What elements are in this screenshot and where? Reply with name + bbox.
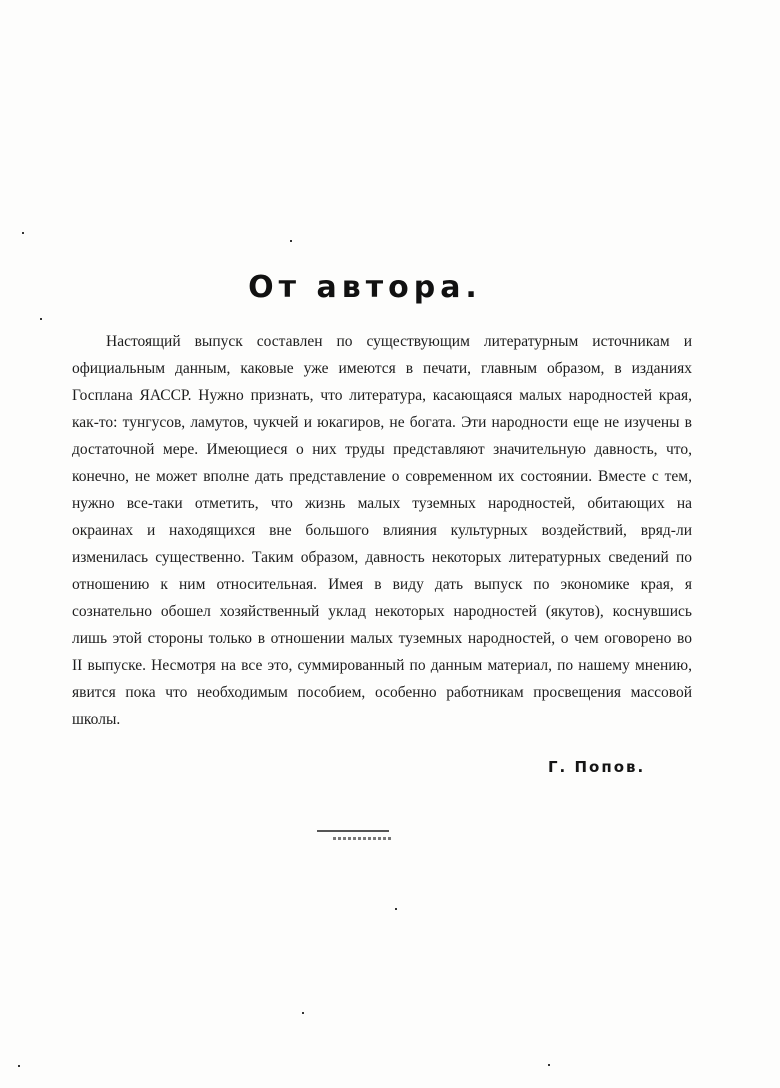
stamp-line: [333, 837, 391, 840]
scan-speck: [395, 908, 397, 910]
library-stamp: [313, 828, 393, 846]
scan-speck: [302, 1012, 304, 1014]
scan-speck: [290, 240, 292, 242]
author-signature: Г. Попов.: [548, 758, 646, 776]
page-title: От автора.: [248, 270, 482, 305]
stamp-line: [317, 830, 389, 832]
scan-speck: [40, 318, 42, 320]
scan-speck: [22, 232, 24, 234]
scan-speck: [548, 1064, 550, 1066]
scan-speck: [18, 1065, 20, 1067]
body-paragraph: Настоящий выпуск составлен по существующим литературным источникам и официальным данным, каковые уже имеются в печати, главным образом, в изданиях Госплана ЯАССР. Нужно признать, что литература, касающаяся малых народностей края, как-то: тунгусов, ламутов, чукчей и юкагиров, не богата. Эти народности еще не изучены в достаточной мере. Имеющиеся о них труды представляют значительную давность, что, конечно, не может вполне дать представление о современном их состоянии. Вместе с тем, нужно все-таки отметить, что жизнь малых туземных народностей, обитающих на окраинах и находящихся вне большого влияния культурных воздействий, вряд-ли изменилась существенно. Таким образом, давность некоторых литературных сведений по отношению к ним относительная. Имея в виду дать выпуск по экономике края, я сознательно обошел хозяйственный уклад некоторых народностей (якутов), коснувшись лишь этой стороны только в отношении малых туземных народностей, о чем оговорено во II выпуске. Несмотря на все это, суммированный по данным материал, по нашему мнению, явится пока что необходимым пособием, особенно работникам просвещения массовой школы.: [72, 333, 692, 728]
